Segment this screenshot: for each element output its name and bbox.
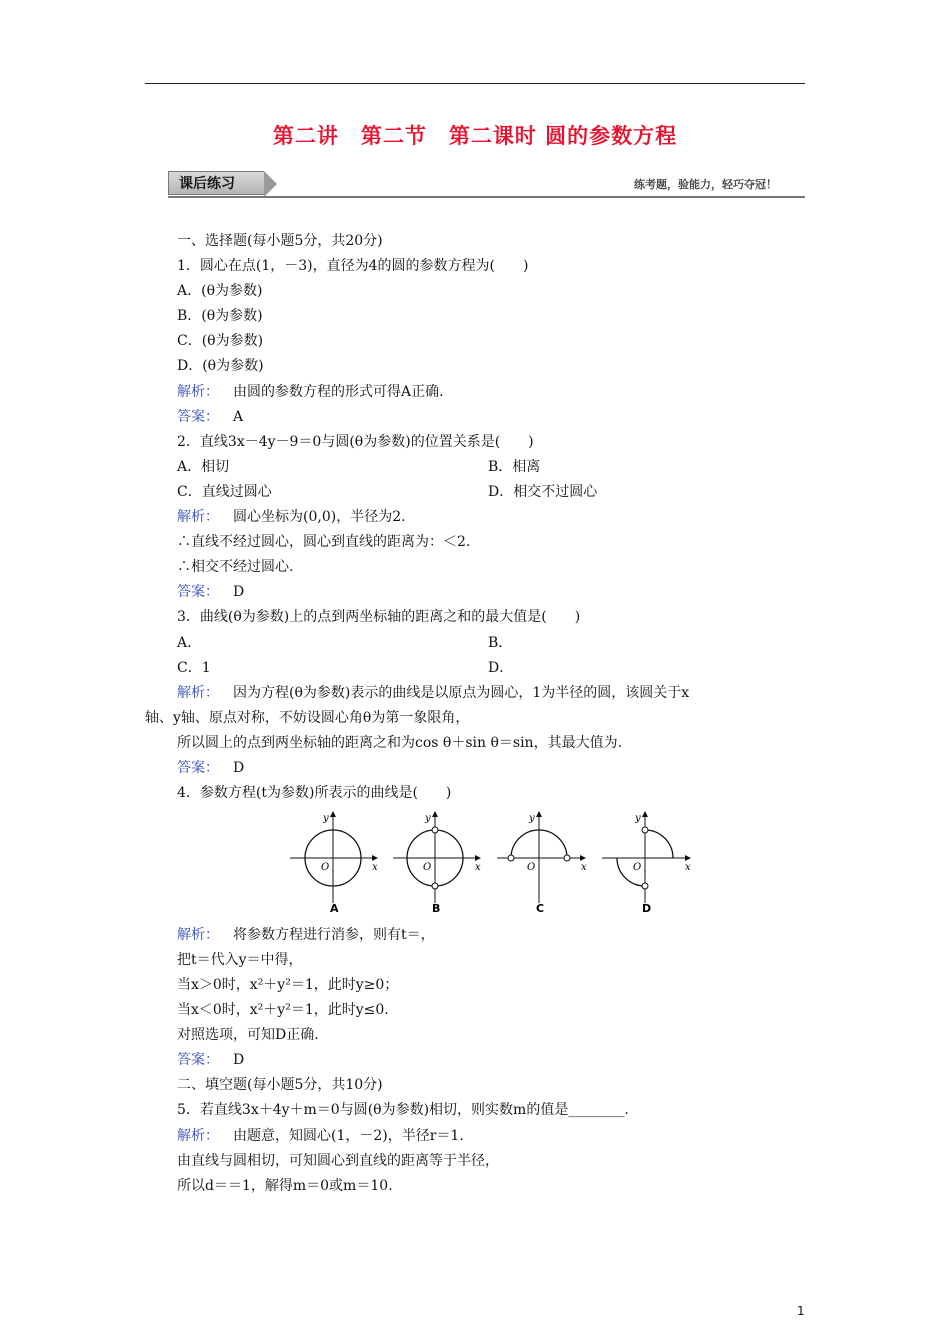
figure-a	[290, 812, 378, 915]
question-3-answer	[177, 759, 244, 777]
question-4-analysis-line-3: 当x＞0时，x²＋y²＝1，此时y≥0；	[177, 977, 399, 993]
analysis-text: 将参数方程进行消参，则有t＝，	[233, 927, 435, 943]
axis-x-label: x	[581, 862, 587, 873]
question-2-analysis-line-3: ∴相交不经过圆心.	[177, 559, 294, 575]
analysis-label: 解析：	[177, 384, 219, 400]
figure-label-d: D	[642, 902, 652, 915]
question-4-figures	[285, 808, 695, 918]
open-point	[432, 827, 438, 833]
question-1-option-d: D．(θ为参数)	[177, 358, 264, 374]
figure-label-a: A	[330, 902, 339, 915]
question-3-option-c: C．1	[177, 660, 211, 676]
answer-text: A	[233, 409, 244, 425]
question-2-option-d: D．相交不过圆心	[488, 484, 598, 500]
question-2-stem: 2．直线3x－4y－9＝0与圆(θ为参数)的位置关系是( )	[177, 434, 534, 450]
section-heading-1: 一、选择题(每小题5分，共20分)	[177, 233, 383, 249]
answer-text: D	[233, 1052, 245, 1068]
page-title: 第二讲 第二节 第二课时 圆的参数方程	[272, 124, 678, 148]
question-1-stem: 1．圆心在点(1，－3)，直径为4的圆的参数方程为( )	[177, 258, 529, 274]
question-1-option-a: A．(θ为参数)	[177, 283, 263, 299]
question-3-option-d: D．	[488, 660, 514, 676]
analysis-text: 由圆的参数方程的形式可得A正确.	[233, 384, 444, 400]
page-number: 1	[797, 1304, 805, 1318]
figure-c	[497, 812, 587, 915]
analysis-label: 解析：	[177, 685, 219, 701]
axis-y-label: y	[425, 813, 431, 824]
question-3-analysis-line-2: 轴、y轴、原点对称，不妨设圆心角θ为第一象限角，	[145, 710, 470, 726]
question-5-stem: 5．若直线3x＋4y＋m＝0与圆(θ为参数)相切，则实数m的值是________.	[177, 1102, 629, 1118]
header-rule	[145, 83, 805, 84]
analysis-text: 由题意，知圆心(1，－2)，半径r＝1.	[233, 1128, 464, 1144]
question-2-analysis	[177, 508, 406, 526]
answer-label: 答案：	[177, 1052, 219, 1068]
question-2-option-a: A．相切	[177, 459, 230, 475]
analysis-label: 解析：	[177, 509, 219, 525]
question-5-analysis-line-2: 由直线与圆相切，可知圆心到直线的距离等于半径，	[177, 1153, 499, 1169]
question-1-analysis	[177, 383, 444, 401]
question-2-option-b: B．相离	[488, 459, 541, 475]
analysis-text: 因为方程(θ为参数)表示的曲线是以原点为圆心，1为半径的圆，该圆关于x	[233, 685, 690, 701]
open-point	[508, 855, 514, 861]
section-heading-2: 二、填空题(每小题5分，共10分)	[177, 1077, 383, 1093]
analysis-text: 圆心坐标为(0,0)，半径为2.	[233, 509, 406, 525]
banner-arrow-icon	[264, 171, 277, 197]
question-2-option-c: C．直线过圆心	[177, 484, 272, 500]
open-point	[432, 883, 438, 889]
question-4-analysis	[177, 926, 435, 944]
exercise-banner	[168, 171, 805, 197]
question-4-answer	[177, 1051, 244, 1069]
question-3-stem: 3．曲线(θ为参数)上的点到两坐标轴的距离之和的最大值是( )	[177, 609, 581, 625]
origin-label: O	[321, 862, 330, 873]
banner-tab: 课后练习	[168, 171, 264, 195]
answer-text: D	[233, 584, 245, 600]
question-4-analysis-line-5: 对照选项，可知D正确.	[177, 1027, 319, 1043]
axis-y-label: y	[323, 813, 329, 824]
question-3-analysis-line-3: 所以圆上的点到两坐标轴的距离之和为cos θ＋sin θ＝sin，其最大值为.	[177, 735, 623, 751]
answer-label: 答案：	[177, 760, 219, 776]
question-4-analysis-line-2: 把t＝代入y＝中得，	[177, 952, 303, 968]
analysis-label: 解析：	[177, 927, 219, 943]
open-point	[642, 827, 648, 833]
axis-x-label: x	[685, 862, 691, 873]
question-4-analysis-line-4: 当x＜0时，x²＋y²＝1，此时y≤0.	[177, 1002, 389, 1018]
question-3-option-a: A．	[177, 635, 202, 651]
origin-label: O	[633, 862, 642, 873]
axis-x-label: x	[475, 862, 481, 873]
answer-label: 答案：	[177, 584, 219, 600]
question-1-option-c: C．(θ为参数)	[177, 333, 264, 349]
figure-label-c: C	[536, 902, 545, 915]
question-5-analysis-line-3: 所以d＝＝1，解得m＝0或m＝10.	[177, 1178, 393, 1194]
question-2-answer	[177, 583, 244, 601]
figure-d	[602, 812, 691, 915]
question-1-answer	[177, 408, 243, 426]
question-2-analysis-line-2: ∴直线不经过圆心，圆心到直线的距离为：＜2.	[177, 534, 471, 550]
open-point	[642, 883, 648, 889]
answer-label: 答案：	[177, 409, 219, 425]
figure-b	[393, 812, 481, 915]
quarter-arc	[645, 830, 673, 858]
figure-label-b: B	[432, 902, 441, 915]
question-3-option-b: B．	[488, 635, 513, 651]
axis-x-label: x	[372, 862, 378, 873]
origin-label: O	[527, 862, 536, 873]
open-point	[564, 855, 570, 861]
origin-label: O	[423, 862, 432, 873]
banner-rule	[168, 196, 805, 198]
question-3-analysis	[177, 684, 689, 702]
analysis-label: 解析：	[177, 1128, 219, 1144]
axis-y-label: y	[635, 813, 641, 824]
answer-text: D	[233, 760, 245, 776]
question-1-option-b: B．(θ为参数)	[177, 308, 263, 324]
question-4-stem: 4．参数方程(t为参数)所表示的曲线是( )	[177, 785, 452, 801]
banner-slogan: 练考题，验能力，轻巧夺冠！	[634, 178, 777, 191]
axis-y-label: y	[529, 813, 535, 824]
question-5-analysis	[177, 1127, 464, 1145]
